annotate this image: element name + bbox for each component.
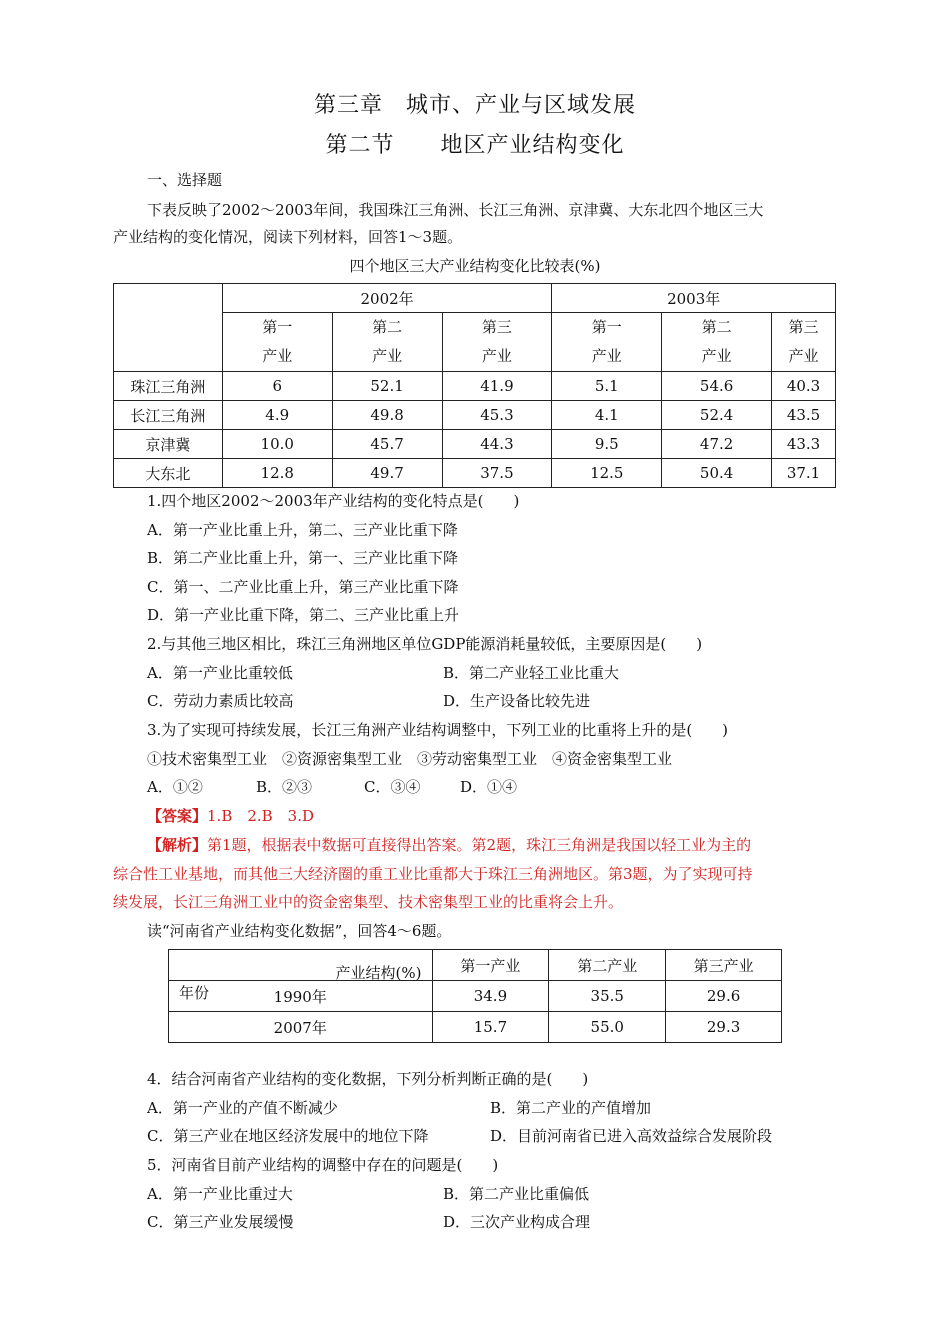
section-label: 一、选择题 [147,171,223,189]
value-cell: 44.3 [442,430,552,459]
table1-header-secondary-2002: 第二 产业 [332,313,442,372]
region-cell: 长江三角洲 [114,401,223,430]
analysis-line-3: 续发展，长江三角洲工业中的资金密集型、技术密集型工业的比重将会上升。 [113,893,624,911]
table-row [114,459,836,488]
region-cell: 京津冀 [114,430,223,459]
table2-header-primary: 第一产业 [432,950,549,981]
table-row [114,372,836,401]
q1-option-b: B．第二产业比重上升，第一、三产业比重下降 [147,549,459,567]
region-cell: 大东北 [114,459,223,488]
table2-header-secondary: 第二产业 [549,950,666,981]
analysis-line-2: 综合性工业基地，而其他三大经济圈的重工业比重都大于珠江三角洲地区。第3题，为了实现可持 [113,865,753,883]
value-cell: 35.5 [549,981,666,1012]
q3-option-c: C．③④ [364,778,421,796]
q3-option-d: D．①④ [460,778,518,796]
value-cell: 4.1 [552,401,662,430]
table1-header-secondary-2003: 第二 产业 [662,313,772,372]
q1-option-d: D．第一产业比重下降，第二、三产业比重上升 [147,606,460,624]
value-cell: 34.9 [432,981,549,1012]
year-cell: 2007年 [169,1012,433,1043]
value-cell: 12.5 [552,459,662,488]
q3-stem: 3.为了实现可持续发展，长江三角洲产业结构调整中，下列工业的比重将上升的是( ) [147,721,729,739]
answer-line [147,806,314,826]
intro-line-2: 产业结构的变化情况，阅读下列材料，回答1～3题。 [113,228,463,246]
intro2-line: 读“河南省产业结构变化数据”，回答4～6题。 [147,922,452,940]
value-cell: 37.1 [772,459,836,488]
q2-option-a: A．第一产业比重较低 [147,664,293,682]
q1-option-c: C．第一、二产业比重上升，第三产业比重下降 [147,578,459,596]
table1-header-tertiary-2002: 第三 产业 [442,313,552,372]
q5-option-b: B．第二产业比重偏低 [443,1185,590,1203]
q1-option-a: A．第一产业比重上升，第二、三产业比重下降 [147,521,458,539]
value-cell: 54.6 [662,372,772,401]
analysis-label: 【解析】 [147,836,208,854]
year-cell: 1990年 [169,981,433,1012]
value-cell: 41.9 [442,372,552,401]
q2-stem: 2.与其他三地区相比，珠江三角洲地区单位GDP能源消耗量较低，主要原因是( ) [147,635,703,653]
q2-option-b: B．第二产业轻工业比重大 [443,664,620,682]
table1-header-primary-2003: 第一 产业 [552,313,662,372]
henan-structure-table [168,949,782,1043]
value-cell: 12.8 [222,459,332,488]
chapter-title: 第三章 城市、产业与区域发展 [313,93,636,118]
table-row [114,401,836,430]
table1-corner-cell [114,284,223,372]
value-cell: 6 [222,372,332,401]
value-cell: 55.0 [549,1012,666,1043]
q4-option-b: B．第二产业的产值增加 [490,1099,652,1117]
value-cell: 43.5 [772,401,836,430]
industry-structure-table [113,283,836,488]
value-cell: 9.5 [552,430,662,459]
value-cell: 29.6 [666,981,782,1012]
q5-option-d: D．三次产业构成合理 [443,1213,591,1231]
table1-caption: 四个地区三大产业结构变化比较表(%) [349,257,601,275]
table1-year-2003: 2003年 [552,284,836,313]
q5-stem: 5．河南省目前产业结构的调整中存在的问题是( ) [147,1156,499,1174]
table2-corner-bottom: 年份 [179,984,210,1002]
q5-option-c: C．第三产业发展缓慢 [147,1213,294,1231]
value-cell: 29.3 [666,1012,782,1043]
value-cell: 45.7 [332,430,442,459]
q3-option-b: B．②③ [256,778,313,796]
value-cell: 47.2 [662,430,772,459]
value-cell: 40.3 [772,372,836,401]
value-cell: 4.9 [222,401,332,430]
value-cell: 50.4 [662,459,772,488]
value-cell: 15.7 [432,1012,549,1043]
answer-text: 1.B 2.B 3.D [207,807,315,825]
value-cell: 52.1 [332,372,442,401]
value-cell: 45.3 [442,401,552,430]
value-cell: 37.5 [442,459,552,488]
table2-corner-top: 产业结构(%) [335,964,422,982]
table-row [169,1012,782,1043]
table2-header-tertiary: 第三产业 [666,950,782,981]
analysis-line-1: 【解析】第1题，根据表中数据可直接得出答案。第2题，珠江三角洲是我国以轻工业为主的 [147,836,752,854]
value-cell: 10.0 [222,430,332,459]
table1-header-primary-2002: 第一 产业 [222,313,332,372]
table1-header-tertiary-2003: 第三 产业 [772,313,836,372]
value-cell: 49.7 [332,459,442,488]
q4-stem: 4．结合河南省产业结构的变化数据，下列分析判断正确的是( ) [147,1070,589,1088]
section-title: 第二节 地区产业结构变化 [325,133,625,158]
value-cell: 43.3 [772,430,836,459]
intro-line-1: 下表反映了2002～2003年间，我国珠江三角洲、长江三角洲、京津冀、大东北四个地区三大 [147,201,764,219]
table1-year-2002: 2002年 [222,284,552,313]
q4-option-c: C．第三产业在地区经济发展中的地位下降 [147,1127,429,1145]
q4-option-a: A．第一产业的产值不断减少 [147,1099,338,1117]
q2-option-d: D．生产设备比较先进 [443,692,591,710]
value-cell: 49.8 [332,401,442,430]
answer-label: 【答案】 [147,807,208,825]
q3-items: ①技术密集型工业 ②资源密集型工业 ③劳动密集型工业 ④资金密集型工业 [147,750,673,768]
q2-option-c: C．劳动力素质比较高 [147,692,294,710]
q4-option-d: D．目前河南省已进入高效益综合发展阶段 [490,1127,773,1145]
value-cell: 5.1 [552,372,662,401]
table-row [114,430,836,459]
q1-stem: 1.四个地区2002～2003年产业结构的变化特点是( ) [147,492,520,510]
region-cell: 珠江三角洲 [114,372,223,401]
q3-option-a: A．①② [147,778,203,796]
value-cell: 52.4 [662,401,772,430]
q5-option-a: A．第一产业比重过大 [147,1185,293,1203]
